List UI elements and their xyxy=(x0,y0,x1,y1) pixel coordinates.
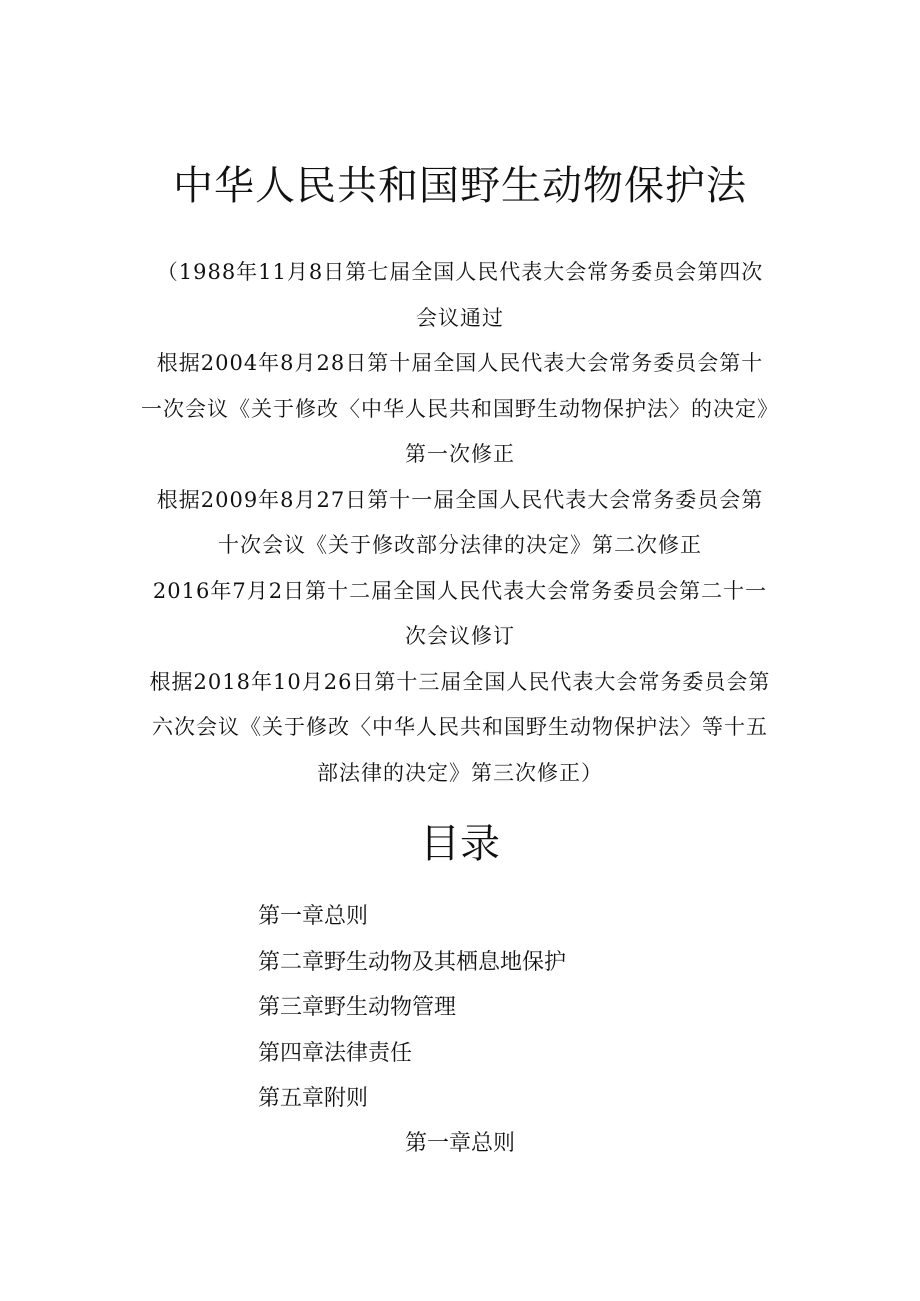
table-of-contents xyxy=(258,894,566,1122)
chapter-heading: 第一章总则 xyxy=(404,1131,515,1156)
amendment-history xyxy=(120,250,800,796)
history-line: 2016年7月2日第十二届全国人民代表大会常务委员会第二十一 xyxy=(152,578,768,603)
toc-item-chapter-3: 第三章野生动物管理 xyxy=(258,995,457,1020)
document-title: 中华人民共和国野生动物保护法 xyxy=(173,163,747,209)
history-line: 六次会议《关于修改〈中华人民共和国野生动物保护法〉等十五 xyxy=(152,715,768,739)
history-line: 次会议修订 xyxy=(405,624,515,648)
toc-item-chapter-2: 第二章野生动物及其栖息地保护 xyxy=(258,949,567,975)
history-line: （1988年11月8日第七届全国人民代表大会常务委员会第四次 xyxy=(156,260,764,284)
history-line: 根据2018年10月26日第十三届全国人民代表大会常务委员会第 xyxy=(149,669,771,694)
history-line: 会议通过 xyxy=(416,305,504,330)
toc-title: 目录 xyxy=(420,821,500,867)
history-line: 第一次修正 xyxy=(405,442,515,466)
toc-item-chapter-1: 第一章总则 xyxy=(258,904,369,929)
toc-item-chapter-4: 第四章法律责任 xyxy=(258,1040,413,1066)
toc-item-chapter-5: 第五章附则 xyxy=(258,1086,369,1111)
history-line: 一次会议《关于修改〈中华人民共和国野生动物保护法〉的决定》 xyxy=(141,396,779,421)
history-line: 根据2004年8月28日第十届全国人民代表大会常务委员会第十 xyxy=(156,351,764,375)
history-line: 根据2009年8月27日第十一届全国人民代表大会常务委员会第 xyxy=(156,487,764,512)
history-line: 十次会议《关于修改部分法律的决定》第二次修正 xyxy=(218,533,702,557)
history-line: 部法律的决定》第三次修正） xyxy=(317,760,603,785)
